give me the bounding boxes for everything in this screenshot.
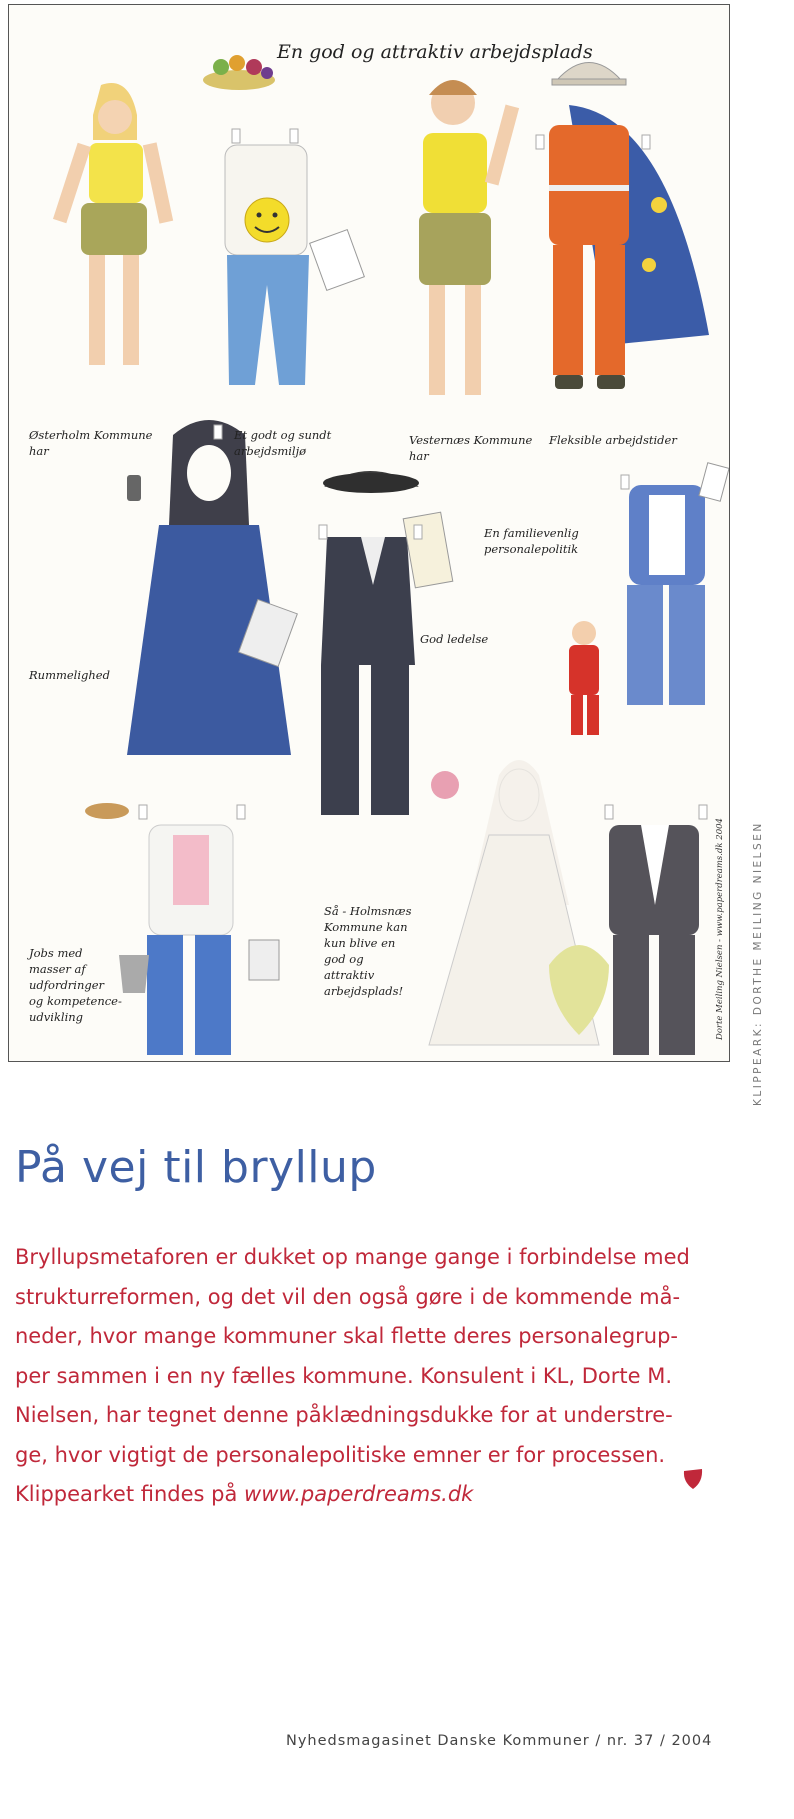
caption-arbejdsmiljo: Et godt og sundt arbejdsmiljø [234, 428, 332, 458]
figure-smiley-outfit [225, 145, 364, 385]
caption-holmsnaes: Så - Holmsnæs Kommune kan kun blive en god og attraktiv arbejdsplads! [324, 904, 412, 998]
figure-woman-blonde [53, 83, 173, 365]
body-line-last [15, 1475, 735, 1515]
caption-vesternaes: Vesternæs Kommune har [409, 433, 533, 463]
figure-groom-tuxedo [609, 825, 699, 1055]
figure-orange-suit-cape [549, 105, 709, 389]
figure-blue-tracksuit [569, 463, 729, 735]
illustration-title: En god og attraktiv arbejdsplads [277, 41, 593, 63]
body-line: neder, hvor mange kommuner skal flette deres personalegrup- [15, 1324, 679, 1348]
caption-rummelighed: Rummelighed [29, 668, 110, 682]
caption-familievenlig: En familievenlig personalepolitik [484, 526, 579, 556]
caption-fleksible: Fleksible arbejdstider [549, 433, 677, 447]
body-line: per sammen i en ny fælles kommune. Konsulent i KL, Dorte M. [15, 1363, 673, 1388]
end-mark-icon [683, 1468, 703, 1490]
figure-bride-dress [429, 760, 609, 1045]
caption-osterholm: Østerholm Kommune har [29, 428, 153, 458]
article-heading: På vej til bryllup [15, 1142, 377, 1193]
paper-doll-illustration [8, 4, 730, 1062]
body-line-prefix: Klippearket findes på [15, 1482, 245, 1506]
caption-ledelse: God ledelse [420, 632, 489, 646]
figure-blue-robe [127, 420, 297, 755]
body-line: Nielsen, har tegnet denne påklædningsdukke for at understre- [15, 1403, 673, 1427]
side-credit: KLIPPEARK: DORTHE MEILING NIELSEN [752, 821, 764, 1106]
helmet-icon [552, 63, 626, 86]
body-line: Bryllupsmetaforen er dukket op mange gange i forbindelse med [15, 1245, 690, 1269]
paperdreams-link[interactable]: www.paperdreams.dk [244, 1482, 474, 1506]
caption-jobs: Jobs med masser af udfordringer og kompetence- udvikling [29, 946, 122, 1024]
body-line: ge, hvor vigtigt de personalepolitiske emner er for processen. [15, 1442, 666, 1467]
fruit-hat-icon [203, 55, 275, 90]
body-line: strukturreformen, og det vil den også gøre i de kommende må- [15, 1284, 681, 1309]
article-body [15, 1238, 735, 1515]
footer-publication: Nyhedsmagasinet Danske Kommuner / nr. 37 / 2004 [286, 1733, 713, 1749]
illustration-signature: Dorte Meiling Nielsen - www.paperdreams.dk 2004 [715, 818, 725, 1040]
figure-man-yellow [419, 80, 519, 395]
